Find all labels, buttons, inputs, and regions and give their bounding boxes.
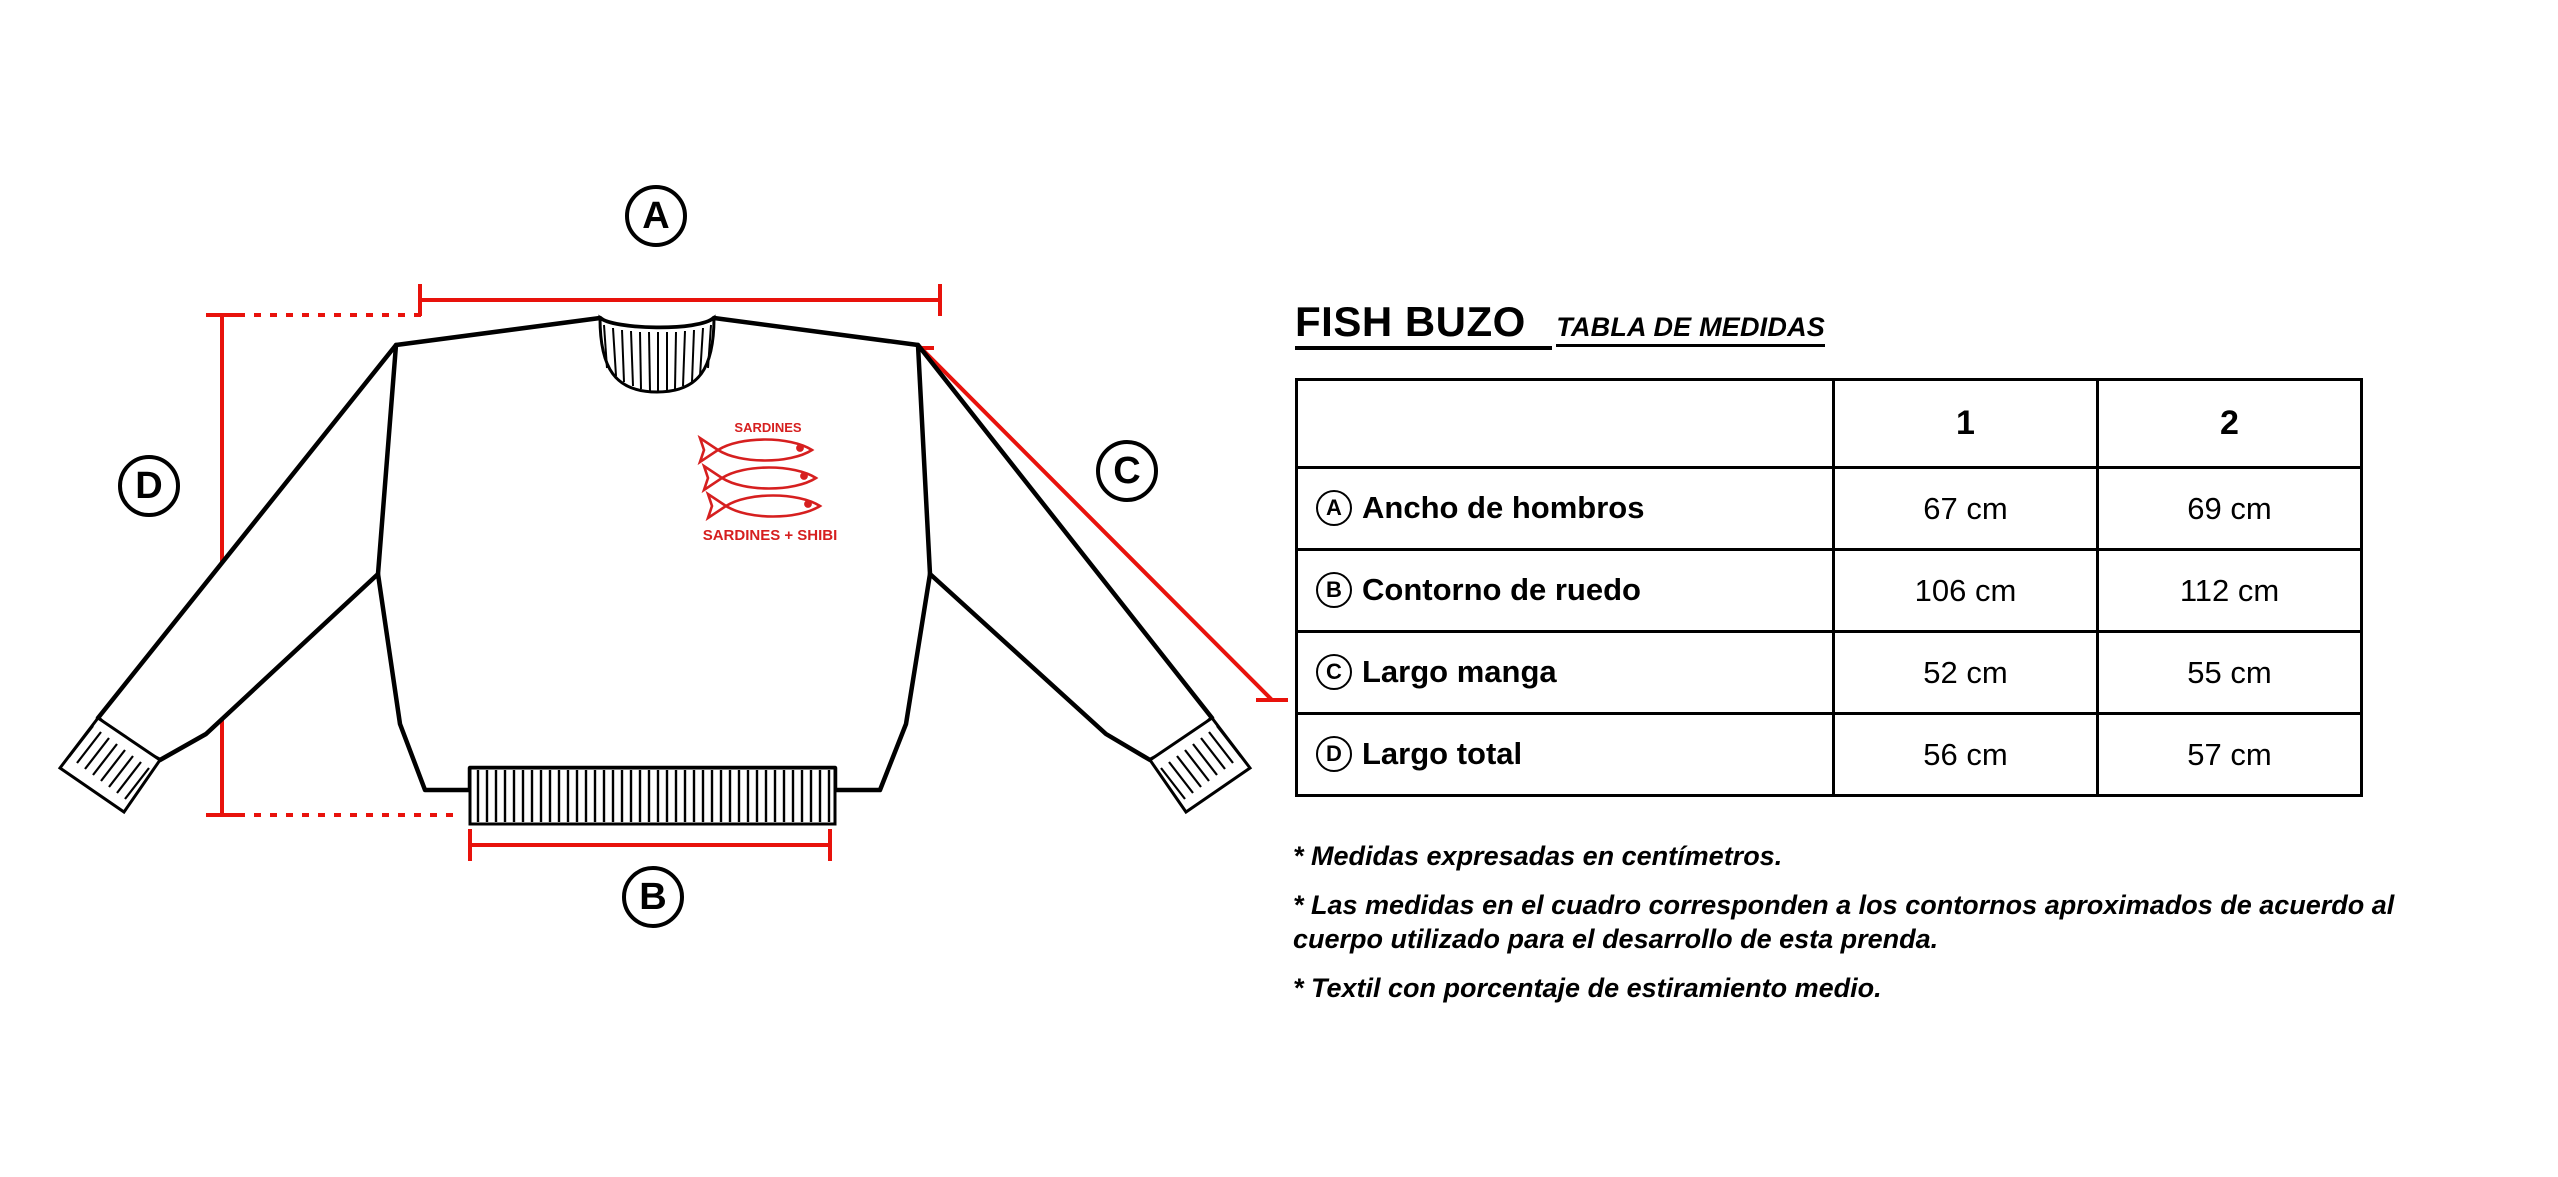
row-b-size-2: 112 cm <box>2098 550 2362 632</box>
table-subtitle: TABLA DE MEDIDAS <box>1556 312 1825 347</box>
measurements-table <box>1295 378 2363 797</box>
row-label-c <box>1297 632 1834 714</box>
note-contours: * Las medidas en el cuadro corresponden a los contornos aproximados de acuerdo al cuerpo utilizado para el desarrollo de esta prenda. <box>1293 889 2395 955</box>
row-label-d <box>1297 714 1834 796</box>
header-size-1: 1 <box>1834 380 2098 468</box>
badge-b-hem-contour: B <box>622 866 684 928</box>
table-header-row <box>1297 380 2362 468</box>
row-badge-a: A <box>1316 490 1352 526</box>
note-stretch: * Textil con porcentaje de estiramiento medio. <box>1293 972 1882 1003</box>
row-badge-b: B <box>1316 572 1352 608</box>
notes-block <box>1293 839 2463 1005</box>
header-measure <box>1297 380 1834 468</box>
row-badge-c: C <box>1316 654 1352 690</box>
table-row <box>1297 550 2362 632</box>
row-a-size-1: 67 cm <box>1834 468 2098 550</box>
hem-ribbing <box>470 768 835 824</box>
row-c-size-2: 55 cm <box>2098 632 2362 714</box>
header-size-2: 2 <box>2098 380 2362 468</box>
table-row <box>1297 632 2362 714</box>
row-label-a <box>1297 468 1834 550</box>
row-a-size-2: 69 cm <box>2098 468 2362 550</box>
note-units: * Medidas expresadas en centímetros. <box>1293 841 1783 872</box>
chest-print-top-text: SARDINES <box>734 420 802 435</box>
title-block <box>1285 300 2558 350</box>
chest-print-bottom-text: SARDINES + SHIBI <box>702 527 838 544</box>
table-row <box>1297 468 2362 550</box>
measurements-panel <box>1285 0 2558 1177</box>
product-title: FISH BUZO <box>1295 300 1552 350</box>
badge-c-sleeve-length: C <box>1096 440 1158 502</box>
row-label-text-b: Contorno de ruedo <box>1362 571 1641 607</box>
row-label-b <box>1297 550 1834 632</box>
badge-a-shoulder-width: A <box>625 185 687 247</box>
row-b-size-1: 106 cm <box>1834 550 2098 632</box>
row-badge-d: D <box>1316 736 1352 772</box>
row-c-size-1: 52 cm <box>1834 632 2098 714</box>
table-row <box>1297 714 2362 796</box>
row-label-text-c: Largo manga <box>1362 653 1557 689</box>
row-d-size-1: 56 cm <box>1834 714 2098 796</box>
badge-d-total-length: D <box>118 455 180 517</box>
row-d-size-2: 57 cm <box>2098 714 2362 796</box>
row-label-text-a: Ancho de hombros <box>1362 489 1645 525</box>
row-label-text-d: Largo total <box>1362 735 1523 771</box>
